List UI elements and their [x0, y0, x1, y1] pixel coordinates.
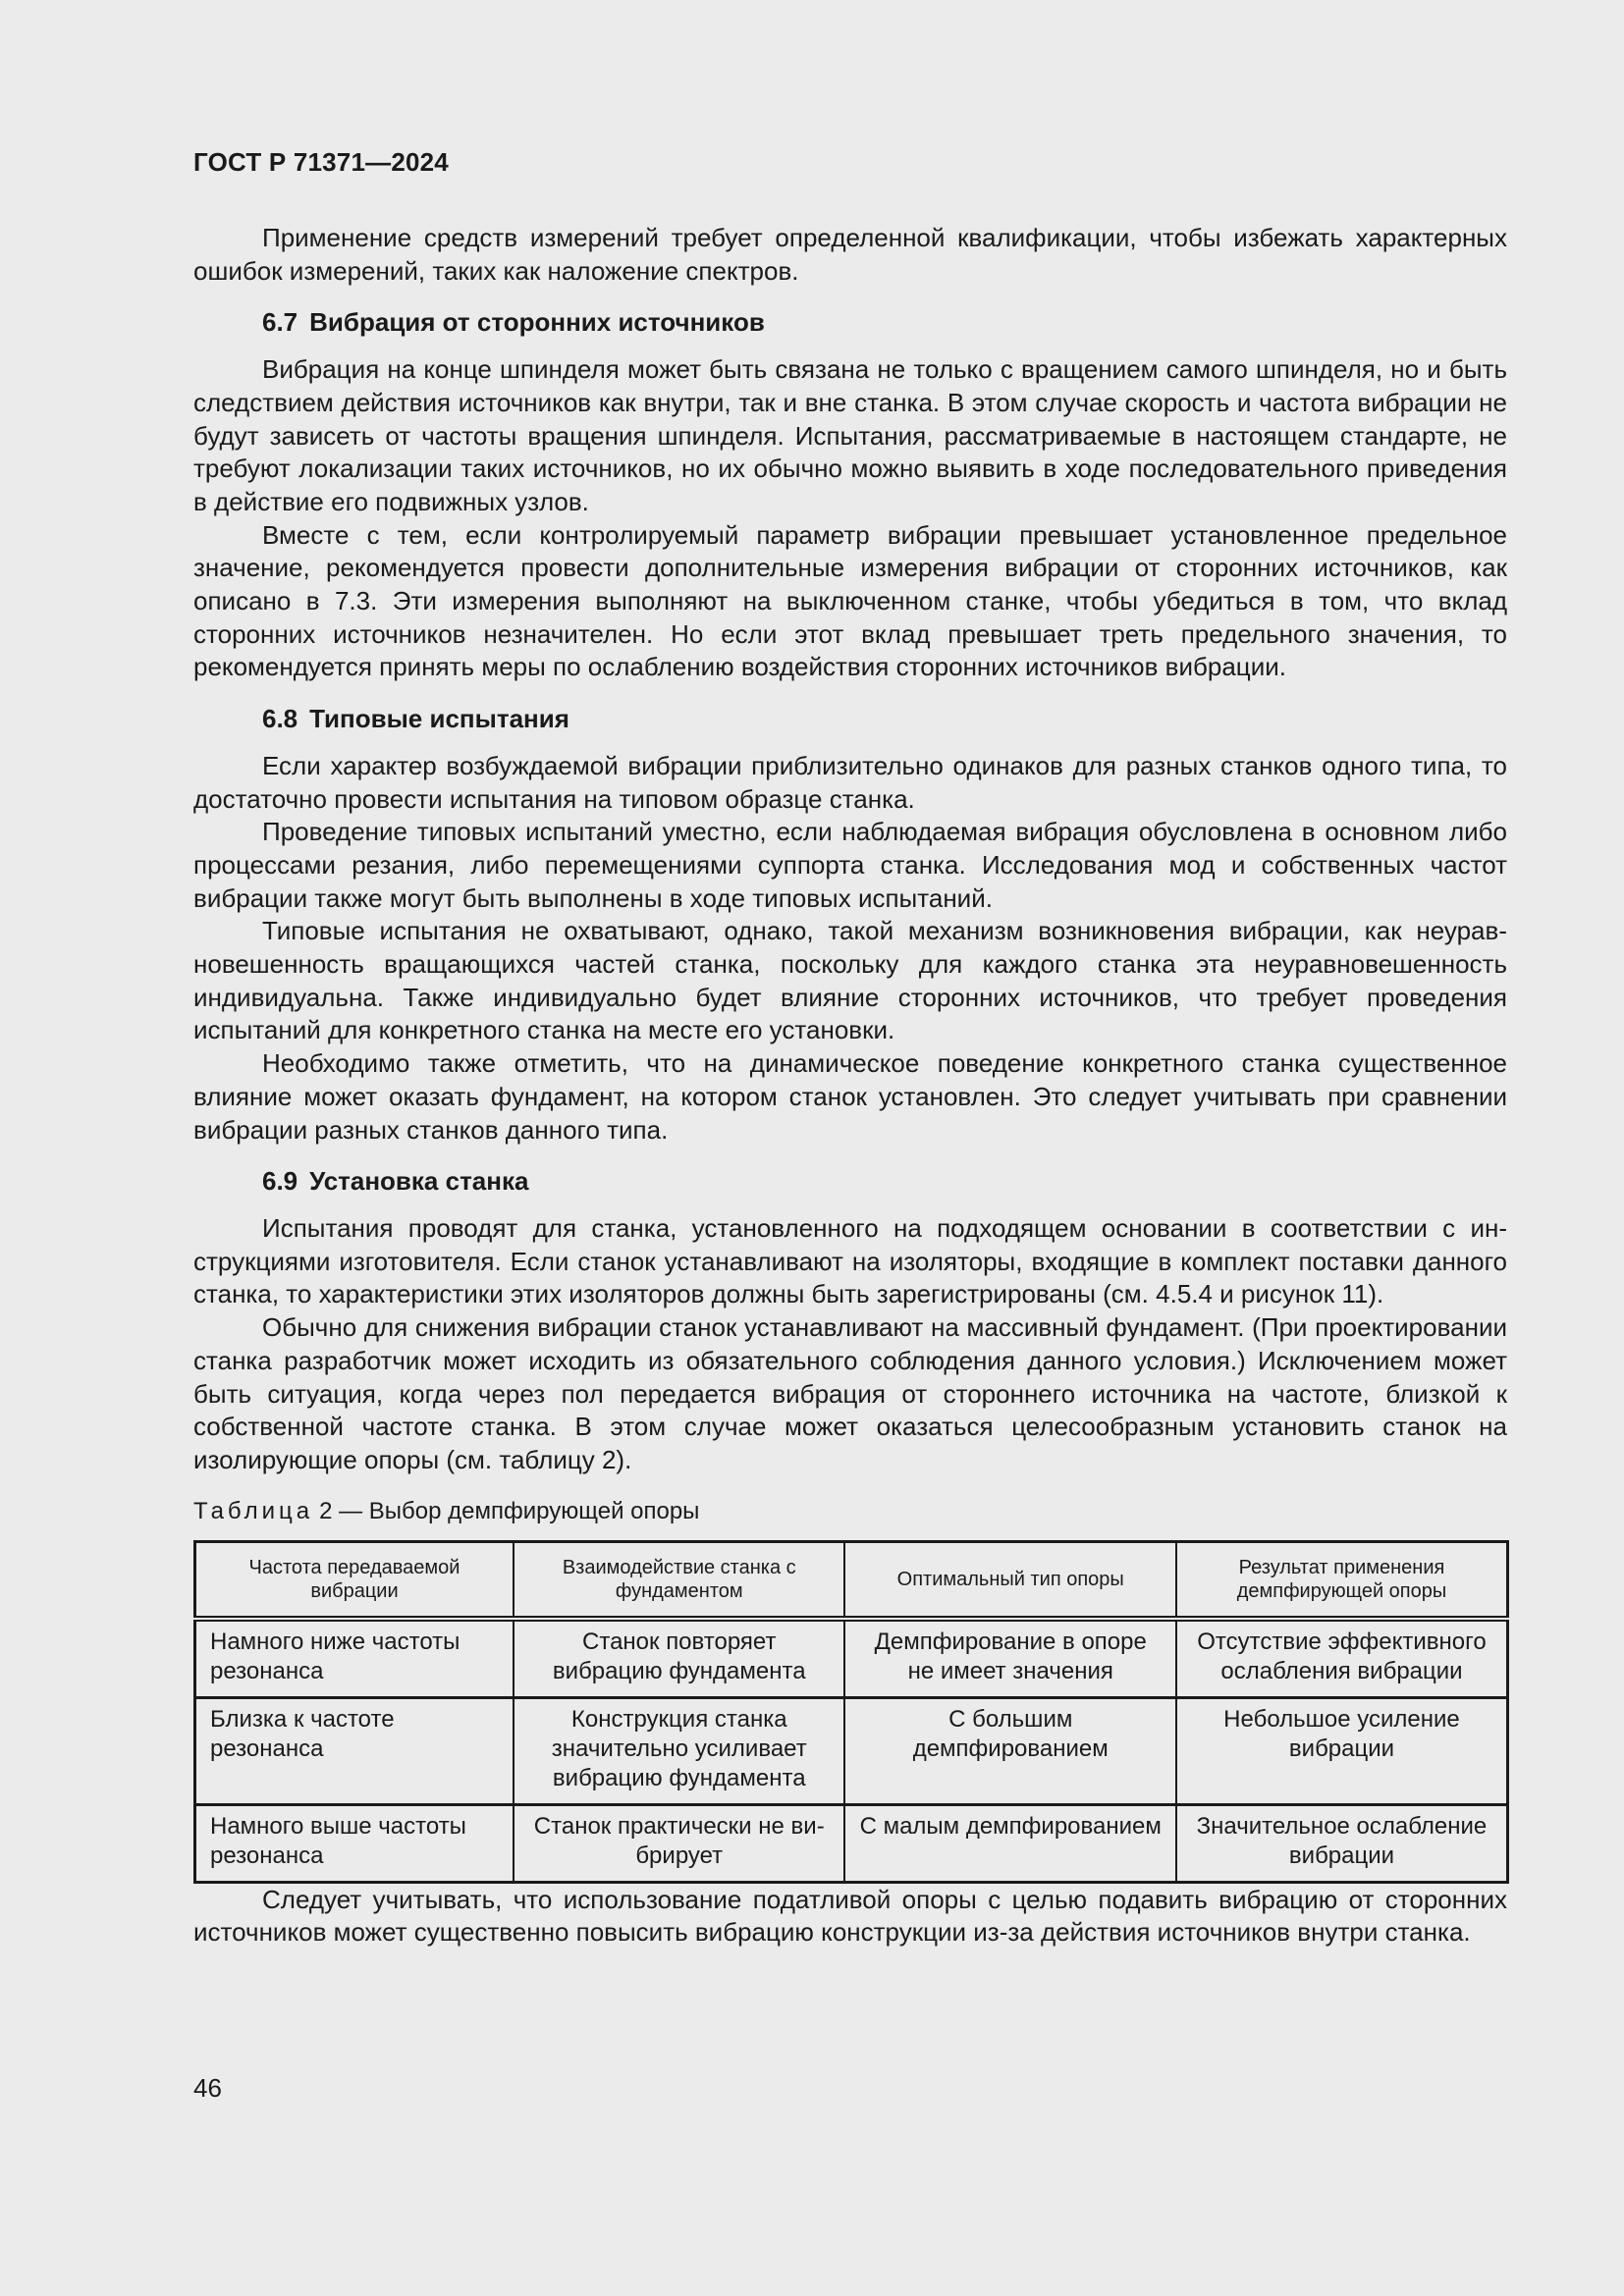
section-heading-6-9 — [193, 1165, 1507, 1199]
damping-support-table — [193, 1540, 1509, 1884]
section-title: Типовые испытания — [309, 704, 569, 734]
page-number: 46 — [193, 2073, 222, 2103]
table-caption-text: 2 — Выбор демпфирующей опоры — [319, 1497, 700, 1524]
table-header-row — [195, 1541, 1508, 1619]
paragraph: Типовые испытания не охватывают, однако, такой механизм возникновения вибрации, как неуравновешенность вращающихся частей станка, поскольку для каждого станка эта неуравновешенность индивидуальна. Также индивидуально будет влияние сторонних источников, что требует проведения испытаний для конкретного станка на месте его установки. — [193, 916, 1507, 1045]
table-header-cell: Взаимодействие станка с фундаментом — [514, 1541, 844, 1619]
document-body — [193, 222, 1507, 1949]
paragraph: Испытания проводят для станка, установленного на подходящем основании в соответствии с инструкциями изготовителя. Если станок устанавливают на изоляторы, входящие в комплект поставки данного станка, то характеристики этих изоляторов должны быть зарегистрированы (см. 4.5.4 и рисунок 11). — [193, 1212, 1507, 1309]
intro-paragraph: Применение средств измерений требует определенной квалификации, чтобы избежать характерных ошибок измерений, таких как наложение спектров. — [193, 223, 1507, 286]
table-cell: Станок практически не вибрирует — [514, 1804, 844, 1882]
section-number: 6.7 — [262, 307, 298, 338]
table-row — [195, 1697, 1508, 1804]
table-caption-label: Таблица — [193, 1497, 314, 1524]
table-caption — [193, 1497, 1507, 1526]
paragraph: Проведение типовых испытаний уместно, если наблюдаемая вибрация обусловлена в основном либо процессами резания, либо перемещениями суппорта станка. Исследования мод и собственных частот вибрации также могут быть выполнены в ходе типовых испытаний. — [193, 817, 1507, 913]
section-number: 6.9 — [262, 1166, 298, 1197]
table-header-cell: Оптимальный тип опоры — [844, 1541, 1175, 1619]
table-header-cell: Частота передаваемой вибрации — [195, 1541, 514, 1619]
table-cell: Станок повторяет вибрацию фундамента — [514, 1619, 844, 1698]
table-header-cell: Результат применения демпфирующей опоры — [1176, 1541, 1508, 1619]
section-heading-6-8 — [193, 703, 1507, 736]
table-cell: Значительное ослабление вибрации — [1176, 1804, 1508, 1882]
section-number: 6.8 — [262, 704, 298, 734]
table-row — [195, 1619, 1508, 1698]
paragraph: Вибрация на конце шпинделя может быть связана не только с вращением самого шпинделя, но и быть следствием действия источников как внутри, так и вне станка. В этом случае скорость и частота вибрации не будут зависеть от частоты вращения шпинделя. Испытания, рассматриваемые в настоящем стандарте, не требуют локализации таких источников, но их обычно можно выявить в ходе последовательного приведения в действие его подвижных узлов. — [193, 354, 1507, 516]
paragraph: Если характер возбуждаемой вибрации приблизительно одинаков для разных станков одного типа, то достаточно провести испытания на типовом образце станка. — [193, 750, 1507, 814]
closing-paragraph: Следует учитывать, что использование податливой опоры с целью подавить вибрацию от сторонних источников может существенно повысить вибрацию конструкции из-за действия источников внутри станка. — [193, 1884, 1507, 1948]
table-cell: Демпфирование в опоре не имеет значения — [844, 1619, 1175, 1698]
document-header: ГОСТ Р 71371—2024 — [193, 147, 449, 177]
paragraph: Необходимо также отметить, что на динамическое поведение конкретного станка существенное влияние может оказать фундамент, на котором станок установлен. Это следует учитывать при сравнении вибрации разных станков данного типа. — [193, 1048, 1507, 1145]
paragraph: Обычно для снижения вибрации станок устанавливают на массивный фундамент. (При проектировании станка разработчик может исходить из обязательного соблюдения данного условия.) Исключением может быть ситуация, когда через пол передается вибрация от стороннего источника на частоте, близкой к собственной частоте станка. В этом случае может оказаться целесообразным установить станок на изолирующие опоры (см. таблицу 2). — [193, 1312, 1507, 1474]
table-cell: Небольшое усиление вибрации — [1176, 1697, 1508, 1804]
table-cell: Отсутствие эффективного ослабления вибрации — [1176, 1619, 1508, 1698]
section-title: Вибрация от сторонних источников — [309, 307, 765, 338]
section-title: Установка станка — [309, 1166, 529, 1197]
table-cell: Намного выше частоты резонанса — [195, 1804, 514, 1882]
table-cell: Намного ниже частоты резонанса — [195, 1619, 514, 1698]
paragraph: Вместе с тем, если контролируемый параметр вибрации превышает установленное предельное значение, рекомендуется провести дополнительные измерения вибрации от сторонних источников, как описано в 7.3. Эти измерения выполняют на выключенном станке, чтобы убедиться в том, что вклад сторонних источников незначителен. Но если этот вклад превышает треть предельного значения, то рекомендуется принять меры по ослаблению воздействия сторонних источников вибрации. — [193, 519, 1507, 682]
table-cell: С большим демпфированием — [844, 1697, 1175, 1804]
table-cell: Близка к частоте резонанса — [195, 1697, 514, 1804]
table-cell: Конструкция станка значительно усиливает вибрацию фундамента — [514, 1697, 844, 1804]
section-heading-6-7 — [193, 306, 1507, 340]
table-row — [195, 1804, 1508, 1882]
table-cell: С малым демпфированием — [844, 1804, 1175, 1882]
